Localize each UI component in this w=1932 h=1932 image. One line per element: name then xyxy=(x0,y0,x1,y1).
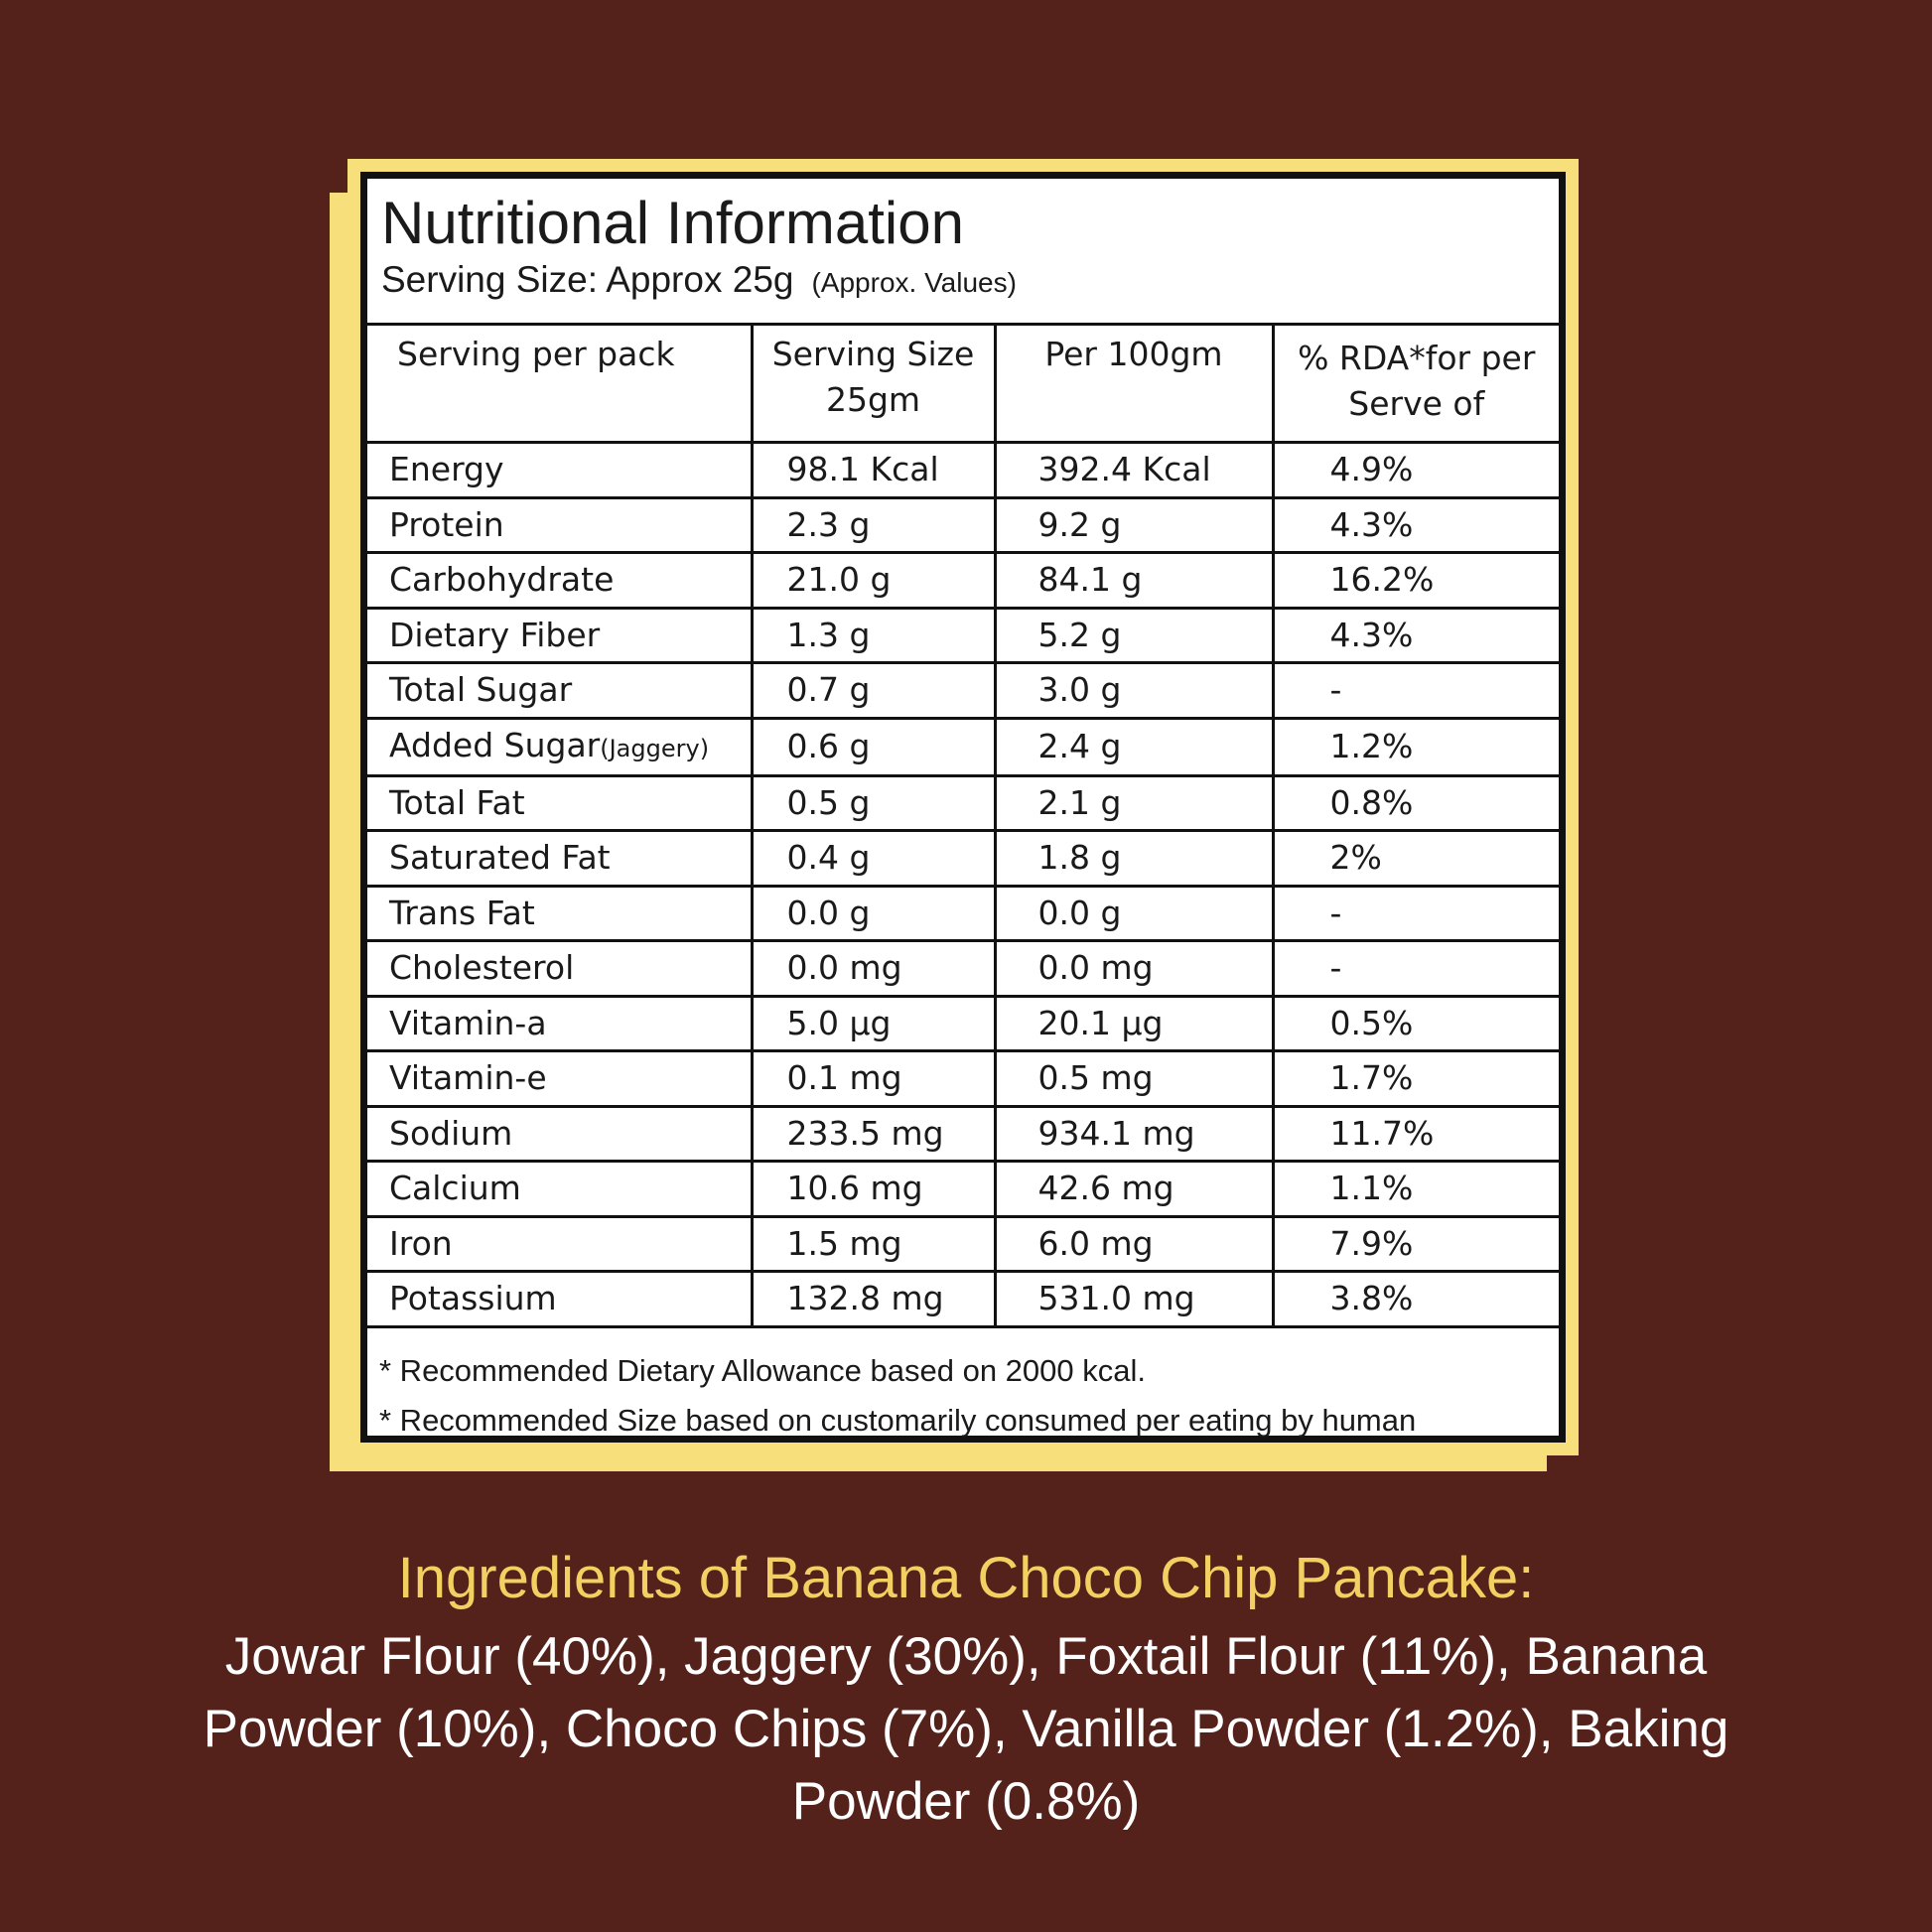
per100-value: 0.0 mg xyxy=(995,941,1273,997)
table-row xyxy=(367,1272,1559,1327)
nutrient-name: Calcium xyxy=(367,1162,752,1217)
table-row xyxy=(367,608,1559,663)
table-row xyxy=(367,775,1559,831)
table-row xyxy=(367,996,1559,1051)
rda-value: 4.9% xyxy=(1273,443,1559,498)
label-header xyxy=(367,179,1559,326)
column-header-per100: Per 100gm xyxy=(995,326,1273,443)
per100-value: 1.8 g xyxy=(995,831,1273,887)
serving-value: 0.1 mg xyxy=(752,1051,995,1107)
serving-value: 0.0 g xyxy=(752,886,995,941)
rda-value: 1.1% xyxy=(1273,1162,1559,1217)
nutrition-table-body xyxy=(367,443,1559,1327)
nutrient-name xyxy=(367,718,752,775)
table-row xyxy=(367,663,1559,719)
rda-value: 1.2% xyxy=(1273,718,1559,775)
column-header-serving: Serving Size 25gm xyxy=(752,326,995,443)
nutrition-label xyxy=(360,172,1566,1443)
per100-value: 20.1 µg xyxy=(995,996,1273,1051)
serving-value: 0.4 g xyxy=(752,831,995,887)
table-row xyxy=(367,1162,1559,1217)
nutrient-name-text: Added Sugar xyxy=(389,725,601,764)
table-row xyxy=(367,1051,1559,1107)
per100-value: 6.0 mg xyxy=(995,1216,1273,1272)
label-title: Nutritional Information xyxy=(381,190,964,256)
rda-value: - xyxy=(1273,941,1559,997)
per100-value: 2.1 g xyxy=(995,775,1273,831)
per100-value: 2.4 g xyxy=(995,718,1273,775)
nutrient-name: Sodium xyxy=(367,1106,752,1162)
nutrient-name: Iron xyxy=(367,1216,752,1272)
table-row xyxy=(367,886,1559,941)
serving-value: 0.5 g xyxy=(752,775,995,831)
serving-value: 233.5 mg xyxy=(752,1106,995,1162)
per100-value: 392.4 Kcal xyxy=(995,443,1273,498)
nutrient-name: Dietary Fiber xyxy=(367,608,752,663)
per100-value: 5.2 g xyxy=(995,608,1273,663)
serving-value: 0.7 g xyxy=(752,663,995,719)
nutrient-name: Total Fat xyxy=(367,775,752,831)
rda-value: 3.8% xyxy=(1273,1272,1559,1327)
rda-value: 2% xyxy=(1273,831,1559,887)
ingredients-title: Ingredients of Banana Choco Chip Pancake: xyxy=(397,1546,1535,1610)
table-row xyxy=(367,941,1559,997)
per100-value: 3.0 g xyxy=(995,663,1273,719)
rda-value: 16.2% xyxy=(1273,553,1559,609)
nutrition-table xyxy=(367,326,1559,1328)
rda-value: 4.3% xyxy=(1273,608,1559,663)
nutrient-name: Total Sugar xyxy=(367,663,752,719)
nutrient-name: Trans Fat xyxy=(367,886,752,941)
table-row xyxy=(367,718,1559,775)
nutrient-name: Cholesterol xyxy=(367,941,752,997)
serving-value: 0.6 g xyxy=(752,718,995,775)
table-row xyxy=(367,553,1559,609)
serving-value: 132.8 mg xyxy=(752,1272,995,1327)
per100-value: 9.2 g xyxy=(995,497,1273,553)
approx-values-note: (Approx. Values) xyxy=(811,267,1017,298)
rda-value: 4.3% xyxy=(1273,497,1559,553)
table-row xyxy=(367,1216,1559,1272)
table-row xyxy=(367,1106,1559,1162)
table-row xyxy=(367,443,1559,498)
per100-value: 531.0 mg xyxy=(995,1272,1273,1327)
ingredients-text: Jowar Flour (40%), Jaggery (30%), Foxtail Flour (11%), Banana Powder (10%), Choco Chips (7%), Vanilla Powder (1.2%), Baking Powder (0.8%) xyxy=(203,1627,1729,1831)
rda-value: 1.7% xyxy=(1273,1051,1559,1107)
nutrient-name: Saturated Fat xyxy=(367,831,752,887)
serving-value: 98.1 Kcal xyxy=(752,443,995,498)
rda-value: 11.7% xyxy=(1273,1106,1559,1162)
nutrient-name: Vitamin-a xyxy=(367,996,752,1051)
table-header-row xyxy=(367,326,1559,443)
serving-value: 2.3 g xyxy=(752,497,995,553)
serving-value: 1.5 mg xyxy=(752,1216,995,1272)
serving-value: 0.0 mg xyxy=(752,941,995,997)
serving-value: 1.3 g xyxy=(752,608,995,663)
serving-size-line xyxy=(381,258,1559,305)
nutrient-name: Protein xyxy=(367,497,752,553)
nutrient-name: Carbohydrate xyxy=(367,553,752,609)
serving-value: 10.6 mg xyxy=(752,1162,995,1217)
serving-size-text: Serving Size: Approx 25g xyxy=(381,259,794,300)
table-row xyxy=(367,497,1559,553)
rda-value: 0.5% xyxy=(1273,996,1559,1051)
column-header-rda: % RDA*for per Serve of xyxy=(1273,326,1559,443)
footnote-size: * Recommended Size based on customarily consumed per eating by human xyxy=(379,1402,1417,1438)
rda-value: - xyxy=(1273,663,1559,719)
nutrient-name: Vitamin-e xyxy=(367,1051,752,1107)
column-header-nutrient: Serving per pack xyxy=(367,326,752,443)
rda-value: - xyxy=(1273,886,1559,941)
serving-value: 21.0 g xyxy=(752,553,995,609)
per100-value: 934.1 mg xyxy=(995,1106,1273,1162)
footnote-rda: * Recommended Dietary Allowance based on 2000 kcal. xyxy=(379,1352,1147,1388)
per100-value: 84.1 g xyxy=(995,553,1273,609)
nutrient-name: Energy xyxy=(367,443,752,498)
per100-value: 42.6 mg xyxy=(995,1162,1273,1217)
per100-value: 0.5 mg xyxy=(995,1051,1273,1107)
rda-value: 7.9% xyxy=(1273,1216,1559,1272)
table-row xyxy=(367,831,1559,887)
footnotes xyxy=(367,1328,1559,1446)
nutrient-name-note: (Jaggery) xyxy=(600,734,710,762)
per100-value: 0.0 g xyxy=(995,886,1273,941)
nutrient-name: Potassium xyxy=(367,1272,752,1327)
rda-value: 0.8% xyxy=(1273,775,1559,831)
serving-value: 5.0 µg xyxy=(752,996,995,1051)
